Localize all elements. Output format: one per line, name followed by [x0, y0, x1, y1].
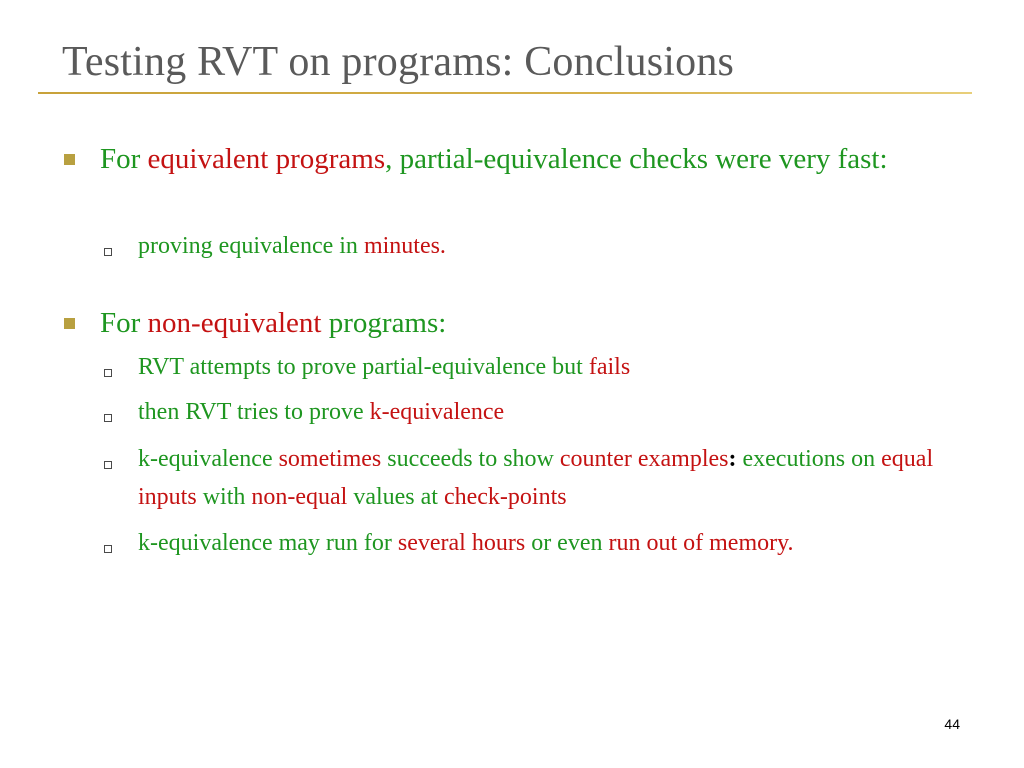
sub-bullet-k-equivalence: then RVT tries to prove k-equivalence [138, 399, 505, 425]
title-divider [38, 92, 972, 94]
sub-bullet-run-out-of-memory: k-equivalence may run for several hours or even run out of memory. [138, 530, 794, 556]
highlight-equivalent-programs: equivalent programs [147, 143, 386, 175]
square-bullet-icon [64, 154, 75, 165]
bullet-equivalent-programs: For equivalent programs, partial-equivalence checks were very fast: [100, 143, 888, 175]
sub-bullet-proving-equivalence: proving equivalence in minutes. [138, 233, 446, 259]
slide-title: Testing RVT on programs: Conclusions [62, 39, 735, 85]
hollow-square-bullet-icon [104, 414, 112, 422]
sub-bullet-counter-examples: k-equivalence sometimes succeeds to show counter examples: executions on equal inputs with non-equal values at check-points [138, 446, 934, 510]
square-bullet-icon [64, 318, 75, 329]
hollow-square-bullet-icon [104, 461, 112, 469]
bullet-non-equivalent-programs: For non-equivalent programs: [100, 307, 447, 339]
hollow-square-bullet-icon [104, 369, 112, 377]
hollow-square-bullet-icon [104, 248, 112, 256]
hollow-square-bullet-icon [104, 545, 112, 553]
sub-bullet-rvt-fails: RVT attempts to prove partial-equivalence but fails [138, 354, 631, 380]
page-number: 44 [944, 716, 960, 732]
